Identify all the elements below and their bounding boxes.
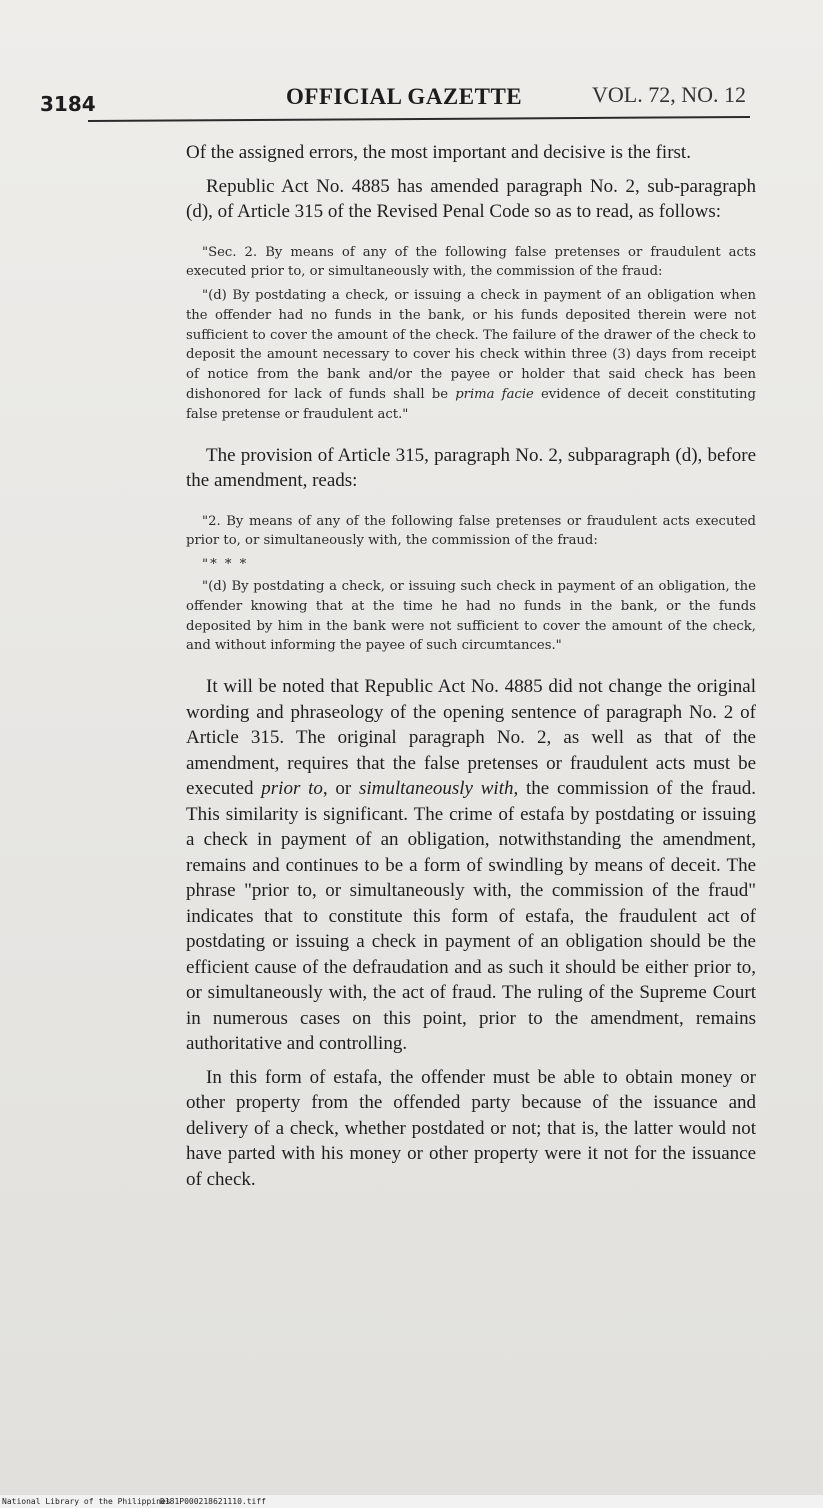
- quote-text: "(d) By postdating a check, or issuing a check in payment of an obligation when the offender had no funds in the bank, or his funds deposited therein were not sufficient to cover the amount of the check. The failure of the drawer of the check to deposit the amount necessary to cover his check within three (3) days from receipt of notice from the bank and/or the payee or holder that said check has been dishonored for lack of funds shall be: [186, 288, 756, 403]
- italic-term: prior to: [261, 778, 323, 800]
- italic-term: simultaneously with: [359, 778, 514, 800]
- paragraph-text: It will be noted that Republic Act No. 4885 did not change the original wording and phraseology of the opening sentence of paragraph No. 2 of Article 315. The original paragraph No. 2, as well as that of the amendment, requires that the false pretenses or fraudulent acts must be executed: [186, 676, 756, 800]
- publication-title: OFFICIAL GAZETTE: [286, 84, 523, 109]
- paragraph: Of the assigned errors, the most important and decisive is the first.: [186, 142, 691, 163]
- paragraph: [186, 674, 756, 1057]
- quoted-provision: "(d) By postdating a check, or issuing such check in payment of an obligation, the offender knowing that at the time he had no funds in the bank, or the funds deposited by him in the bank were not sufficient to cover the amount of the check, and without informing the payee of such circumtances.": [186, 579, 756, 654]
- page-number: 3184: [40, 92, 96, 116]
- quoted-provision: "Sec. 2. By means of any of the following false pretenses or fraudulent acts executed prior to, or simultaneously with, the commission of the fraud:: [186, 244, 756, 280]
- body-text: [186, 140, 756, 1200]
- volume-number: VOL. 72, NO. 12: [592, 82, 746, 107]
- ellipsis-line: "* * *: [202, 557, 249, 573]
- paragraph-text: , or: [322, 778, 359, 800]
- paragraph: Republic Act No. 4885 has amended paragraph No. 2, sub-paragraph (d), of Article 315 of the Revised Penal Code so as to read, as follows:: [186, 175, 756, 222]
- quoted-provision: [186, 286, 756, 425]
- quote-text: evidence of deceit constituting false pretense or fraudulent act.": [186, 387, 756, 422]
- library-credit: National Library of the Philippines: [2, 1497, 171, 1506]
- paragraph: The provision of Article 315, paragraph No. 2, subparagraph (d), before the amendment, reads:: [186, 444, 756, 492]
- file-name: D181P000218621110.tiff: [160, 1497, 266, 1506]
- scan-footer: [0, 1495, 823, 1508]
- quoted-provision: "2. By means of any of the following false pretenses or fraudulent acts executed prior to, or simultaneously with, the commission of the fraud:: [186, 513, 756, 549]
- paragraph-text: , the commission of the fraud. This similarity is significant. The crime of estafa by postdating or issuing a check in payment of an obligation, notwithstanding the amendment, remains and continues to be a form of swindling by means of deceit. The phrase "prior to, or simultaneously with, the commission of the fraud" indicates that to constitute this form of estafa, the fraudulent act of postdating or issuing a check in payment of an obligation should be the efficient cause of the defraudation and as such it should be either prior to, or simultaneously with, the act of fraud. The ruling of the Supreme Court in numerous cases on this point, prior to the amendment, remains authoritative and controlling.: [186, 778, 756, 1055]
- italic-term: prima facie: [455, 387, 534, 403]
- paragraph: In this form of estafa, the offender must be able to obtain money or other property from the offended party because of the issuance and delivery of a check, whether postdated or not; that is, the latter would not have parted with his money or other property were it not for the issuance of check.: [186, 1066, 756, 1190]
